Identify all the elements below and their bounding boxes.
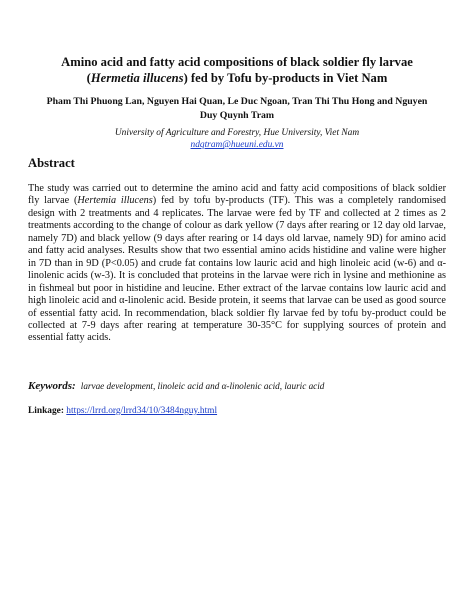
affiliation-text: University of Agriculture and Forestry, Hue University, Viet Nam xyxy=(114,128,360,138)
abstract-heading: Abstract xyxy=(28,156,75,170)
keywords-label: Keywords: xyxy=(28,380,76,392)
linkage-line xyxy=(28,405,446,417)
linkage-url-link[interactable]: https://lrrd.org/lrrd34/10/3484nguy.html xyxy=(66,406,218,416)
title-text-part1: Amino acid and fatty acid compositions of black soldier fly larvae ( xyxy=(61,55,413,85)
title-text-part2: ) fed by Tofu by-products in Viet Nam xyxy=(183,71,388,85)
linkage-label: Linkage: xyxy=(28,406,64,416)
abstract-body xyxy=(28,183,446,345)
keywords-text: larvae development, linoleic acid and α-linolenic acid, lauric acid xyxy=(80,381,325,391)
abstract-text-part2: ) fed by tofu by-products (TF). This was a completely randomised design with 2 treatments and 4 replicates. The larvae were fed by TF and collected at 2 times as 2 treatments according to the change of colour as dark yellow (7 days after rearing or 12 day old larvae, namely 7D) and black yellow (9 days after rearing or 14 days old larvae, namely 9D) for amino acid and fatty acid analyses. Results show that two essential amino acids histidine and valine were higher in 7D than in 9D (P<0.05) and crude fat contains low lauric acid and high linoleic acid (w-6) and α-linolenic acids (w-3). It is concluded that proteins in the larvae were rich in lysine and methionine as in fishmeal but poor in histidine and leucine. Ether extract of the larvae contains low lauric acid and high linoleic acid and α-linolenic acid. Beside protein, it seems that larvae can be used as good source of essential fatty acid. In recommendation, black soldier fly larvae fed by tofu by-product could be collected at 7-9 days after rearing at temperature 30-35°C for supplying sources of protein and essential fatty acids. xyxy=(28,195,446,344)
author-list: Pham Thi Phuong Lan, Nguyen Hai Quan, Le Duc Ngoan, Tran Thi Thu Hong and Nguyen Duy Quynh Tram xyxy=(46,96,428,121)
email-link[interactable]: ndqtram@hueuni.edu.vn xyxy=(190,140,284,150)
paper-title xyxy=(40,54,434,86)
abstract-text-part1: The study was carried out to determine the amino acid and fatty acid compositions of black soldier fly larvae ( xyxy=(28,183,446,207)
keywords-line xyxy=(28,380,446,393)
affiliation-block xyxy=(60,127,414,151)
title-species-name: Hermetia illucens xyxy=(90,71,184,85)
abstract-species-name: Hertemia illucens xyxy=(77,195,153,207)
